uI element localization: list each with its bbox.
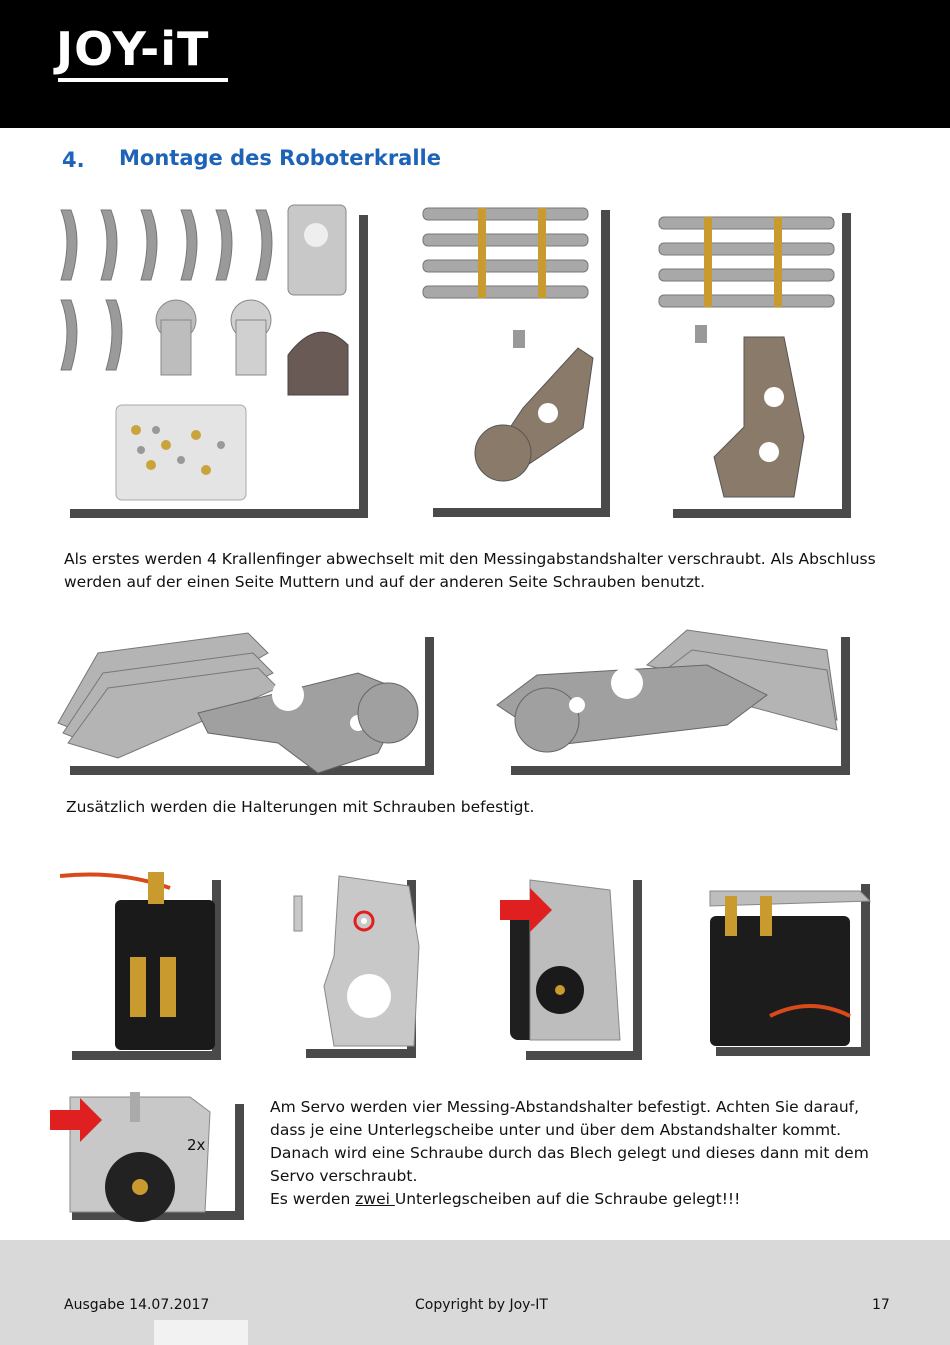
claw-assembled-illustration-2 bbox=[497, 625, 837, 765]
footer-edition: Ausgabe 14.07.2017 bbox=[64, 1297, 210, 1313]
servo-mounted-illustration bbox=[710, 876, 870, 1056]
claw-stack-illustration bbox=[423, 198, 603, 498]
paragraph-line: Es werden zwei Unterlegscheiben auf die Schraube gelegt!!! bbox=[270, 1190, 741, 1208]
photo-claw-assembled-left bbox=[70, 637, 434, 775]
paragraph-line: Am Servo werden vier Messing-Abstandshalter befestigt. Achten Sie darauf, bbox=[270, 1098, 860, 1116]
section-title: Montage des Roboterkralle bbox=[119, 146, 441, 170]
paragraph-line: Als erstes werden 4 Krallenfinger abwechselt mit den Messingabstandshalter verschraubt. Als Abschluss bbox=[64, 550, 876, 568]
photo-claw-assembled-right bbox=[511, 637, 850, 775]
servo-spacers-illustration bbox=[60, 872, 220, 1052]
logo-underline bbox=[58, 78, 228, 82]
paragraph-line: werden auf der einen Seite Muttern und auf der anderen Seite Schrauben benutzt. bbox=[64, 573, 706, 591]
paragraph-line: Danach wird eine Schraube durch das Blech gelegt und dieses dann mit dem bbox=[270, 1144, 869, 1162]
photo-servo-spacers bbox=[72, 880, 221, 1060]
claw-assembled-illustration bbox=[58, 623, 438, 763]
section-number: 4. bbox=[62, 148, 85, 172]
paragraph-stacking bbox=[64, 548, 904, 594]
footer-page-number: 17 bbox=[872, 1297, 890, 1313]
label-2x: 2x bbox=[187, 1136, 206, 1154]
claw-stack-illustration-2 bbox=[659, 207, 839, 507]
footer-mark bbox=[154, 1320, 248, 1345]
paragraph-brackets: Zusätzlich werden die Halterungen mit Schrauben befestigt. bbox=[66, 798, 535, 816]
photo-claw-stack-2 bbox=[673, 213, 851, 518]
photo-claw-parts bbox=[70, 215, 368, 518]
page-header bbox=[0, 0, 950, 128]
photo-bracket-arrow bbox=[526, 880, 642, 1060]
photo-bracket-screw bbox=[306, 880, 416, 1058]
photo-servo-bracket-mounted bbox=[716, 884, 870, 1056]
page-footer bbox=[0, 1240, 950, 1345]
paragraph-servo bbox=[270, 1096, 910, 1211]
photo-washers bbox=[72, 1104, 244, 1220]
bracket-screw-illustration bbox=[294, 876, 444, 1056]
footer-copyright: Copyright by Joy-IT bbox=[415, 1297, 548, 1313]
paragraph-line: Servo verschraubt. bbox=[270, 1167, 418, 1185]
bracket-arrow-illustration bbox=[500, 870, 650, 1050]
claw-parts-illustration bbox=[56, 205, 356, 505]
paragraph-line: dass je eine Unterlegscheibe unter und über dem Abstandshalter kommt. bbox=[270, 1121, 842, 1139]
joy-it-logo: JOY-iT bbox=[56, 22, 210, 76]
photo-claw-stack-1 bbox=[433, 210, 610, 517]
